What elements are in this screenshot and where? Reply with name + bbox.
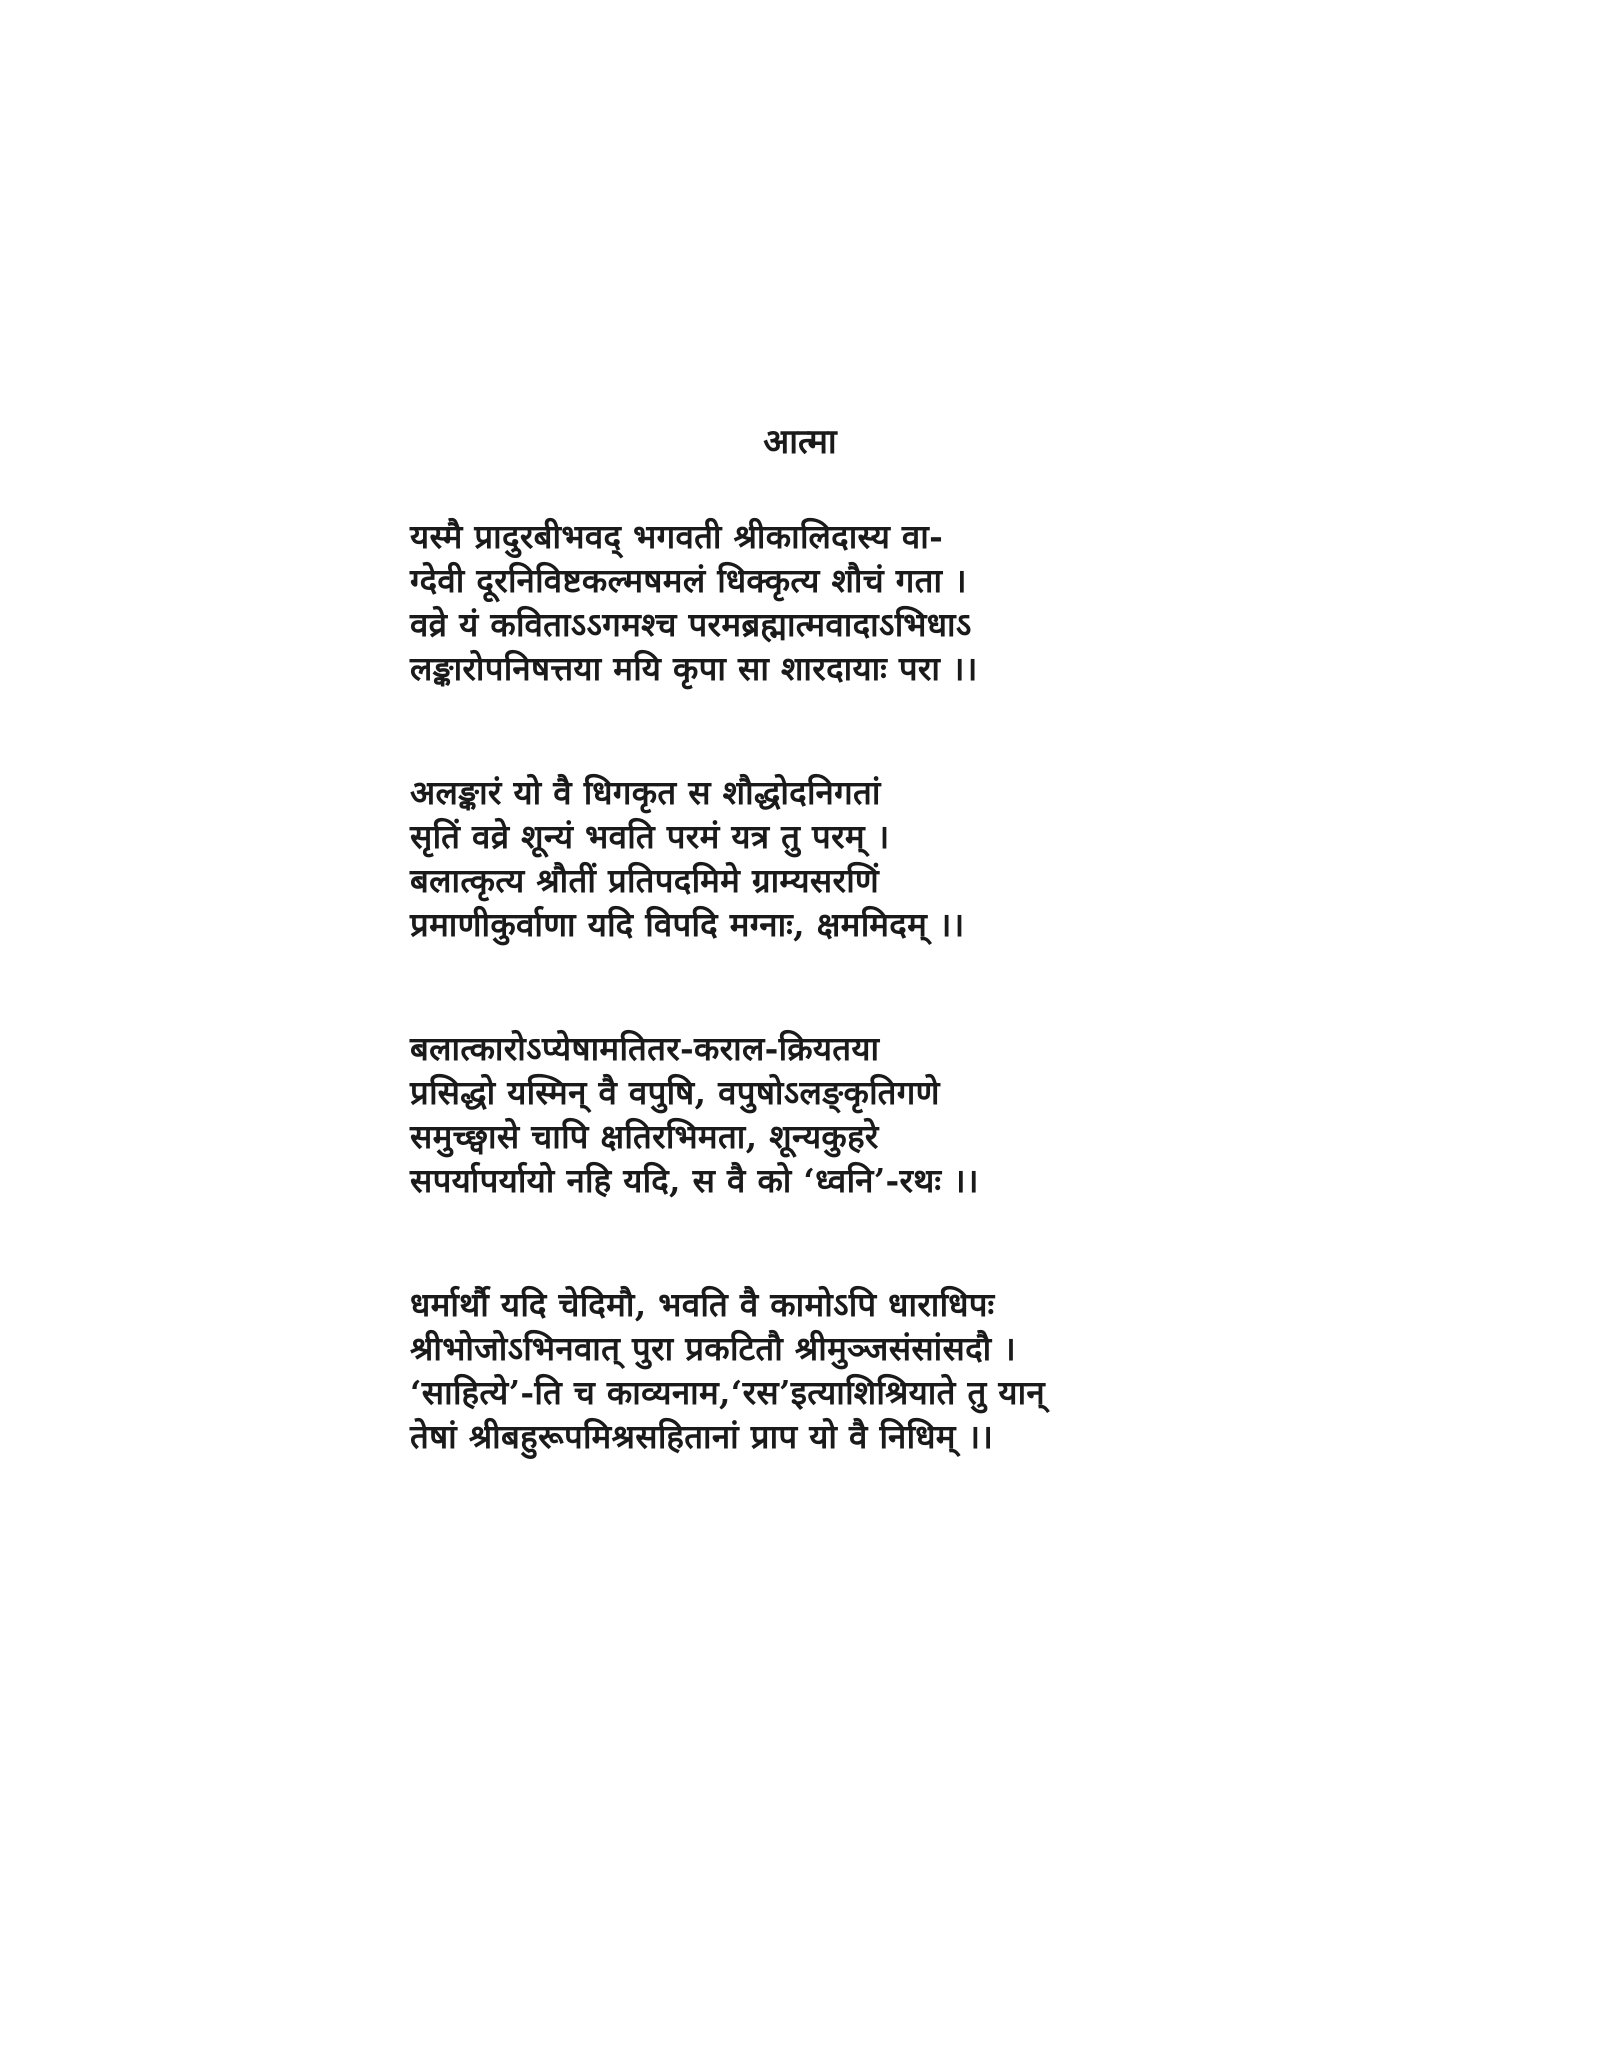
- verse-line: प्रसिद्धो यस्मिन् वै वपुषि, वपुषोऽलङ्कृतिगणे: [410, 1073, 940, 1112]
- verse-line: श्रीभोजोऽभिनवात् पुरा प्रकटितौ श्रीमुञ्जसंसांसदौ ।: [410, 1329, 1017, 1368]
- verse-line: तेषां श्रीबहुरूपमिश्रसहितानां प्राप यो वै निधिम् ।।: [410, 1417, 994, 1456]
- verse-line: बलात्कारोऽप्येषामतितर-कराल-क्रियतया: [410, 1029, 880, 1068]
- verse-line: धर्मार्थौ यदि चेदिमौ, भवति वै कामोऽपि धाराधिपः: [410, 1285, 995, 1324]
- verse-line: वव्रे यं कविताऽऽगमश्च परमब्रह्मात्मवादाऽभिधाऽ: [410, 605, 972, 644]
- verse-line: लङ्कारोपनिषत्तया मयि कृपा सा शारदायाः परा ।।: [410, 649, 978, 688]
- stanza-1: [410, 515, 1210, 691]
- stanza-3: [410, 1027, 1210, 1203]
- poem-title: आत्मा: [763, 422, 837, 462]
- stanza-4: [410, 1283, 1210, 1459]
- verse-line: समुच्छ्वासे चापि क्षतिरभिमता, शून्यकुहरे: [410, 1117, 879, 1156]
- verse-line: प्रमाणीकुर्वाणा यदि विपदि मग्नाः, क्षममिदम् ।।: [410, 905, 965, 944]
- verse-line: सृतिं वव्रे शून्यं भवति परमं यत्र तु परम् ।: [410, 817, 890, 856]
- stanza-2: [410, 771, 1210, 947]
- poem-body: [410, 515, 1210, 1539]
- verse-line: सपर्यापर्यायो नहि यदि, स वै को ‘ध्वनि’-रथः ।।: [410, 1161, 979, 1200]
- verse-line: अलङ्कारं यो वै धिगकृत स शौद्धोदनिगतां: [410, 773, 881, 812]
- verse-line: यस्मै प्रादुरबीभवद् भगवती श्रीकालिदास्य वा-: [410, 517, 944, 556]
- verse-line: ‘साहित्ये’-ति च काव्यनाम,‘रस’इत्याशिश्रियाते तु यान्: [410, 1373, 1046, 1412]
- verse-line: बलात्कृत्य श्रौतीं प्रतिपदमिमे ग्राम्यसरणिं: [410, 861, 880, 900]
- verse-line: ग्देवी दूरनिविष्टकल्मषमलं धिक्कृत्य शौचं गता ।: [410, 561, 967, 600]
